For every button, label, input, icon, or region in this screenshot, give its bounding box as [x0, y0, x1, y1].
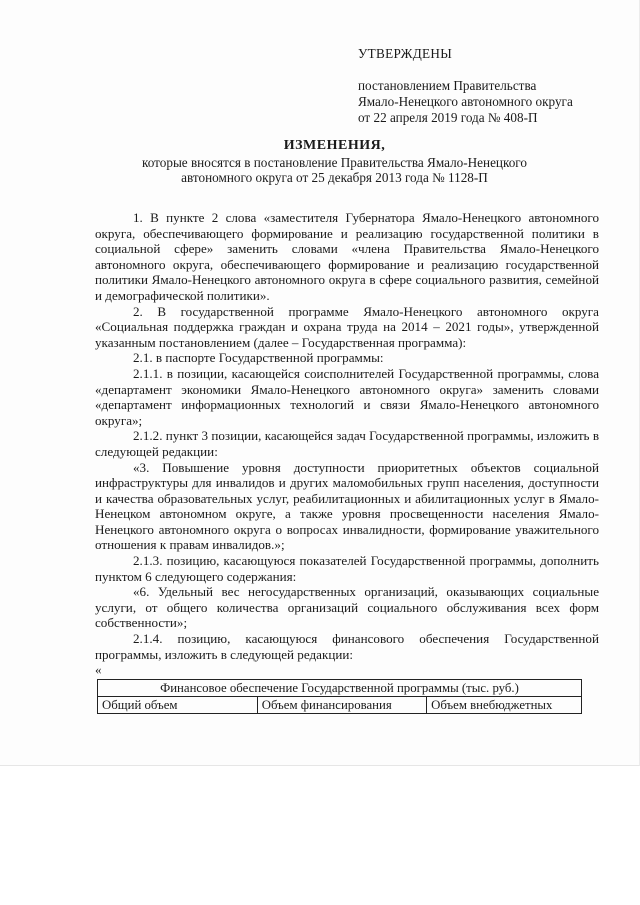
table-header-cell: Финансовое обеспечение Государственной программы (тыс. руб.)	[98, 679, 582, 696]
title-main: ИЗМЕНЕНИЯ,	[283, 138, 386, 153]
paragraph-2: 2. В государственной программе Ямало-Ненецкого автономного округа «Социальная поддержка граждан и охрана труда на 2014 – 2021 годы», утвержденной указанным постановлением (далее – Государственная программа):	[95, 303, 599, 350]
approval-heading: УТВЕРЖДЕНЫ	[358, 46, 453, 61]
paragraph-2-1-4: 2.1.4. позицию, касающуюся финансового обеспечения Государственной программы, изложить в следующей редакции:	[95, 631, 599, 662]
table-cell-total: Общий объем	[98, 696, 258, 713]
table-row	[98, 696, 582, 713]
approval-line-1: постановлением Правительства	[358, 78, 537, 93]
document-body	[95, 210, 599, 714]
paragraph-quote-6: «6. Удельный вес негосударственных организаций, оказывающих социальные услуги, от общего количества организаций социального обслуживания всех форм собственности»;	[95, 584, 599, 631]
table-header-row	[98, 679, 582, 696]
paragraph-2-1: 2.1. в паспорте Государственной программы:	[133, 350, 384, 366]
approval-line-3: от 22 апреля 2019 года № 408-П	[358, 110, 538, 125]
paragraph-1: 1. В пункте 2 слова «заместителя Губернатора Ямало-Ненецкого автономного округа, обеспечивающего формирование и реализацию государственной политики в социальной сфере» заменить словами «члена Правительства Ямало-Ненецкого автономного округа, обеспечивающего формирование и реализацию государственной политики Ямало-Ненецкого автономного округа в сфере социального развития, семейной и демографической политики».	[95, 210, 599, 303]
paragraph-quote-3: «3. Повышение уровня доступности приоритетных объектов социальной инфраструктуры для инвалидов и других маломобильных групп населения, доступности и качества образовательных услуг, реабилитационных и абилитационных услуг в Ямало-Ненецком автономном округе, а также уровня просвещенности населения Ямало-Ненецкого автономного округа о вопросах инвалидности, формирование уважительного отношения к правам инвалидов.»;	[95, 459, 599, 553]
table-cell-financing: Объем финансирования	[257, 696, 426, 713]
title-subtitle-2: автономного округа от 25 декабря 2013 года № 1128-П	[181, 170, 488, 185]
paragraph-2-1-2: 2.1.2. пункт 3 позиции, касающейся задач Государственной программы, изложить в следующей редакции:	[95, 428, 599, 459]
title-subtitle-1: которые вносятся в постановление Правительства Ямало-Ненецкого	[142, 155, 527, 170]
approval-line-2: Ямало-Ненецкого автономного округа	[358, 94, 573, 109]
quote-open-mark: «	[95, 662, 102, 678]
paragraph-2-1-3: 2.1.3. позицию, касающуюся показателей Государственной программы, дополнить пунктом 6 следующего содержания:	[95, 553, 599, 584]
approval-block	[358, 46, 573, 126]
table-cell-offbudget: Объем внебюджетных	[427, 696, 582, 713]
document-title	[60, 138, 609, 185]
financing-table	[97, 679, 582, 714]
paragraph-2-1-1: 2.1.1. в позиции, касающейся соисполнителей Государственной программы, слова «департамент экономики Ямало-Ненецкого автономного округа» заменить словами «департамент информационных технологий и связи Ямало-Ненецкого автономного округа»;	[95, 365, 599, 428]
